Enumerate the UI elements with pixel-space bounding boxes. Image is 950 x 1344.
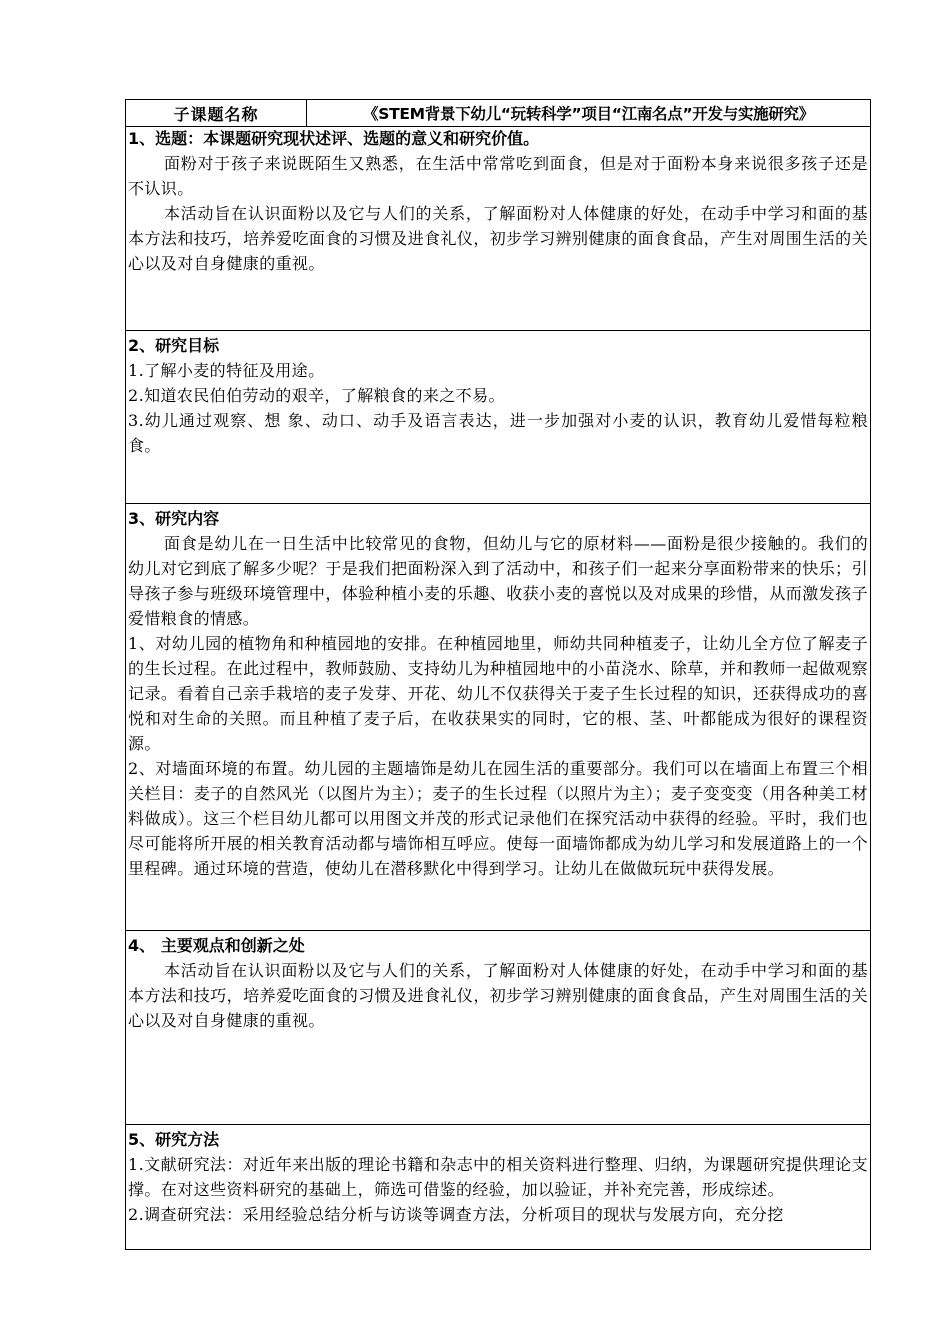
section-main-viewpoints xyxy=(126,931,871,1125)
section-title: 1、选题：本课题研究现状述评、选题的意义和研究价值。 xyxy=(128,129,540,148)
section-title: 4、 主要观点和创新之处 xyxy=(128,936,305,955)
section-research-content xyxy=(126,504,871,931)
section-row-2 xyxy=(126,331,871,504)
section-row-4 xyxy=(126,931,871,1125)
paragraph: 3.幼儿通过观察、想 象、动口、动手及语言表达，进一步加强对小麦的认识，教育幼儿爱惜每粒粮食。 xyxy=(128,411,868,455)
paragraph: 本活动旨在认识面粉以及它与人们的关系，了解面粉对人体健康的好处，在动手中学习和面的基本方法和技巧，培养爱吃面食的习惯及进食礼仪，初步学习辨别健康的面食食品，产生对周围生活的关心以及对自身健康的重视。 xyxy=(128,961,868,1030)
section-research-goals xyxy=(126,331,871,504)
paragraph: 1、对幼儿园的植物角和种植园地的安排。在种植园地里，师幼共同种植麦子，让幼儿全方位了解麦子的生长过程。在此过程中，教师鼓励、支持幼儿为种植园地中的小苗浇水、除草，并和教师一起做观察记录。看着自己亲手栽培的麦子发芽、开花、幼儿不仅获得关于麦子生长过程的知识，还获得成功的喜悦和对生命的关照。而且种植了麦子后，在收获果实的同时，它的根、茎、叶都能成为很好的课程资源。 xyxy=(128,634,868,753)
section-topic-selection xyxy=(126,127,871,331)
paragraph: 1.了解小麦的特征及用途。 xyxy=(128,361,325,380)
section-title: 2、研究目标 xyxy=(128,336,220,355)
section-row-1 xyxy=(126,127,871,331)
subtopic-title: 《STEM背景下幼儿“玩转科学”项目“江南名点”开发与实施研究》 xyxy=(307,100,871,127)
paragraph: 2.调查研究法：采用经验总结分析与访谈等调查方法，分析项目的现状与发展方向，充分挖 xyxy=(128,1205,784,1224)
section-title: 5、研究方法 xyxy=(128,1130,220,1149)
paragraph: 面食是幼儿在一日生活中比较常见的食物，但幼儿与它的原材料——面粉是很少接触的。我们的幼儿对它到底了解多少呢？于是我们把面粉深入到了活动中，和孩子们一起来分享面粉带来的快乐；引导孩子参与班级环境管理中，体验种植小麦的乐趣、收获小麦的喜悦以及对成果的珍惜，从而激发孩子爱惜粮食的情感。 xyxy=(128,534,868,628)
paragraph: 2.知道农民伯伯劳动的艰辛，了解粮食的来之不易。 xyxy=(128,386,505,405)
paragraph: 1.文献研究法：对近年来出版的理论书籍和杂志中的相关资料进行整理、归纳，为课题研究提供理论支撑。在对这些资料研究的基础上，筛选可借鉴的经验，加以验证，并补充完善，形成综述。 xyxy=(128,1155,868,1199)
section-row-5 xyxy=(126,1125,871,1250)
paragraph: 本活动旨在认识面粉以及它与人们的关系，了解面粉对人体健康的好处，在动手中学习和面的基本方法和技巧，培养爱吃面食的习惯及进食礼仪，初步学习辨别健康的面食食品，产生对周围生活的关心以及对自身健康的重视。 xyxy=(128,204,868,273)
header-row xyxy=(126,100,871,127)
paragraph: 2、对墙面环境的布置。幼儿园的主题墙饰是幼儿在园生活的重要部分。我们可以在墙面上布置三个相关栏目：麦子的自然风光（以图片为主）；麦子的生长过程（以照片为主）；麦子变变变（用各种美工材料做成）。这三个栏目幼儿都可以用图文并茂的形式记录他们在探究活动中获得的经验。平时，我们也尽可能将所开展的相关教育活动都与墙饰相互呼应。使每一面墙饰都成为幼儿学习和发展道路上的一个里程碑。通过环境的营造，使幼儿在潜移默化中得到学习。让幼儿在做做玩玩中获得发展。 xyxy=(128,759,868,878)
section-title: 3、研究内容 xyxy=(128,509,220,528)
section-row-3 xyxy=(126,504,871,931)
section-research-methods xyxy=(126,1125,871,1250)
paragraph: 面粉对于孩子来说既陌生又熟悉，在生活中常常吃到面食，但是对于面粉本身来说很多孩子还是不认识。 xyxy=(128,154,868,198)
document-page xyxy=(125,99,871,1250)
subtopic-label: 子课题名称 xyxy=(126,100,307,127)
research-form-table xyxy=(125,99,871,1250)
